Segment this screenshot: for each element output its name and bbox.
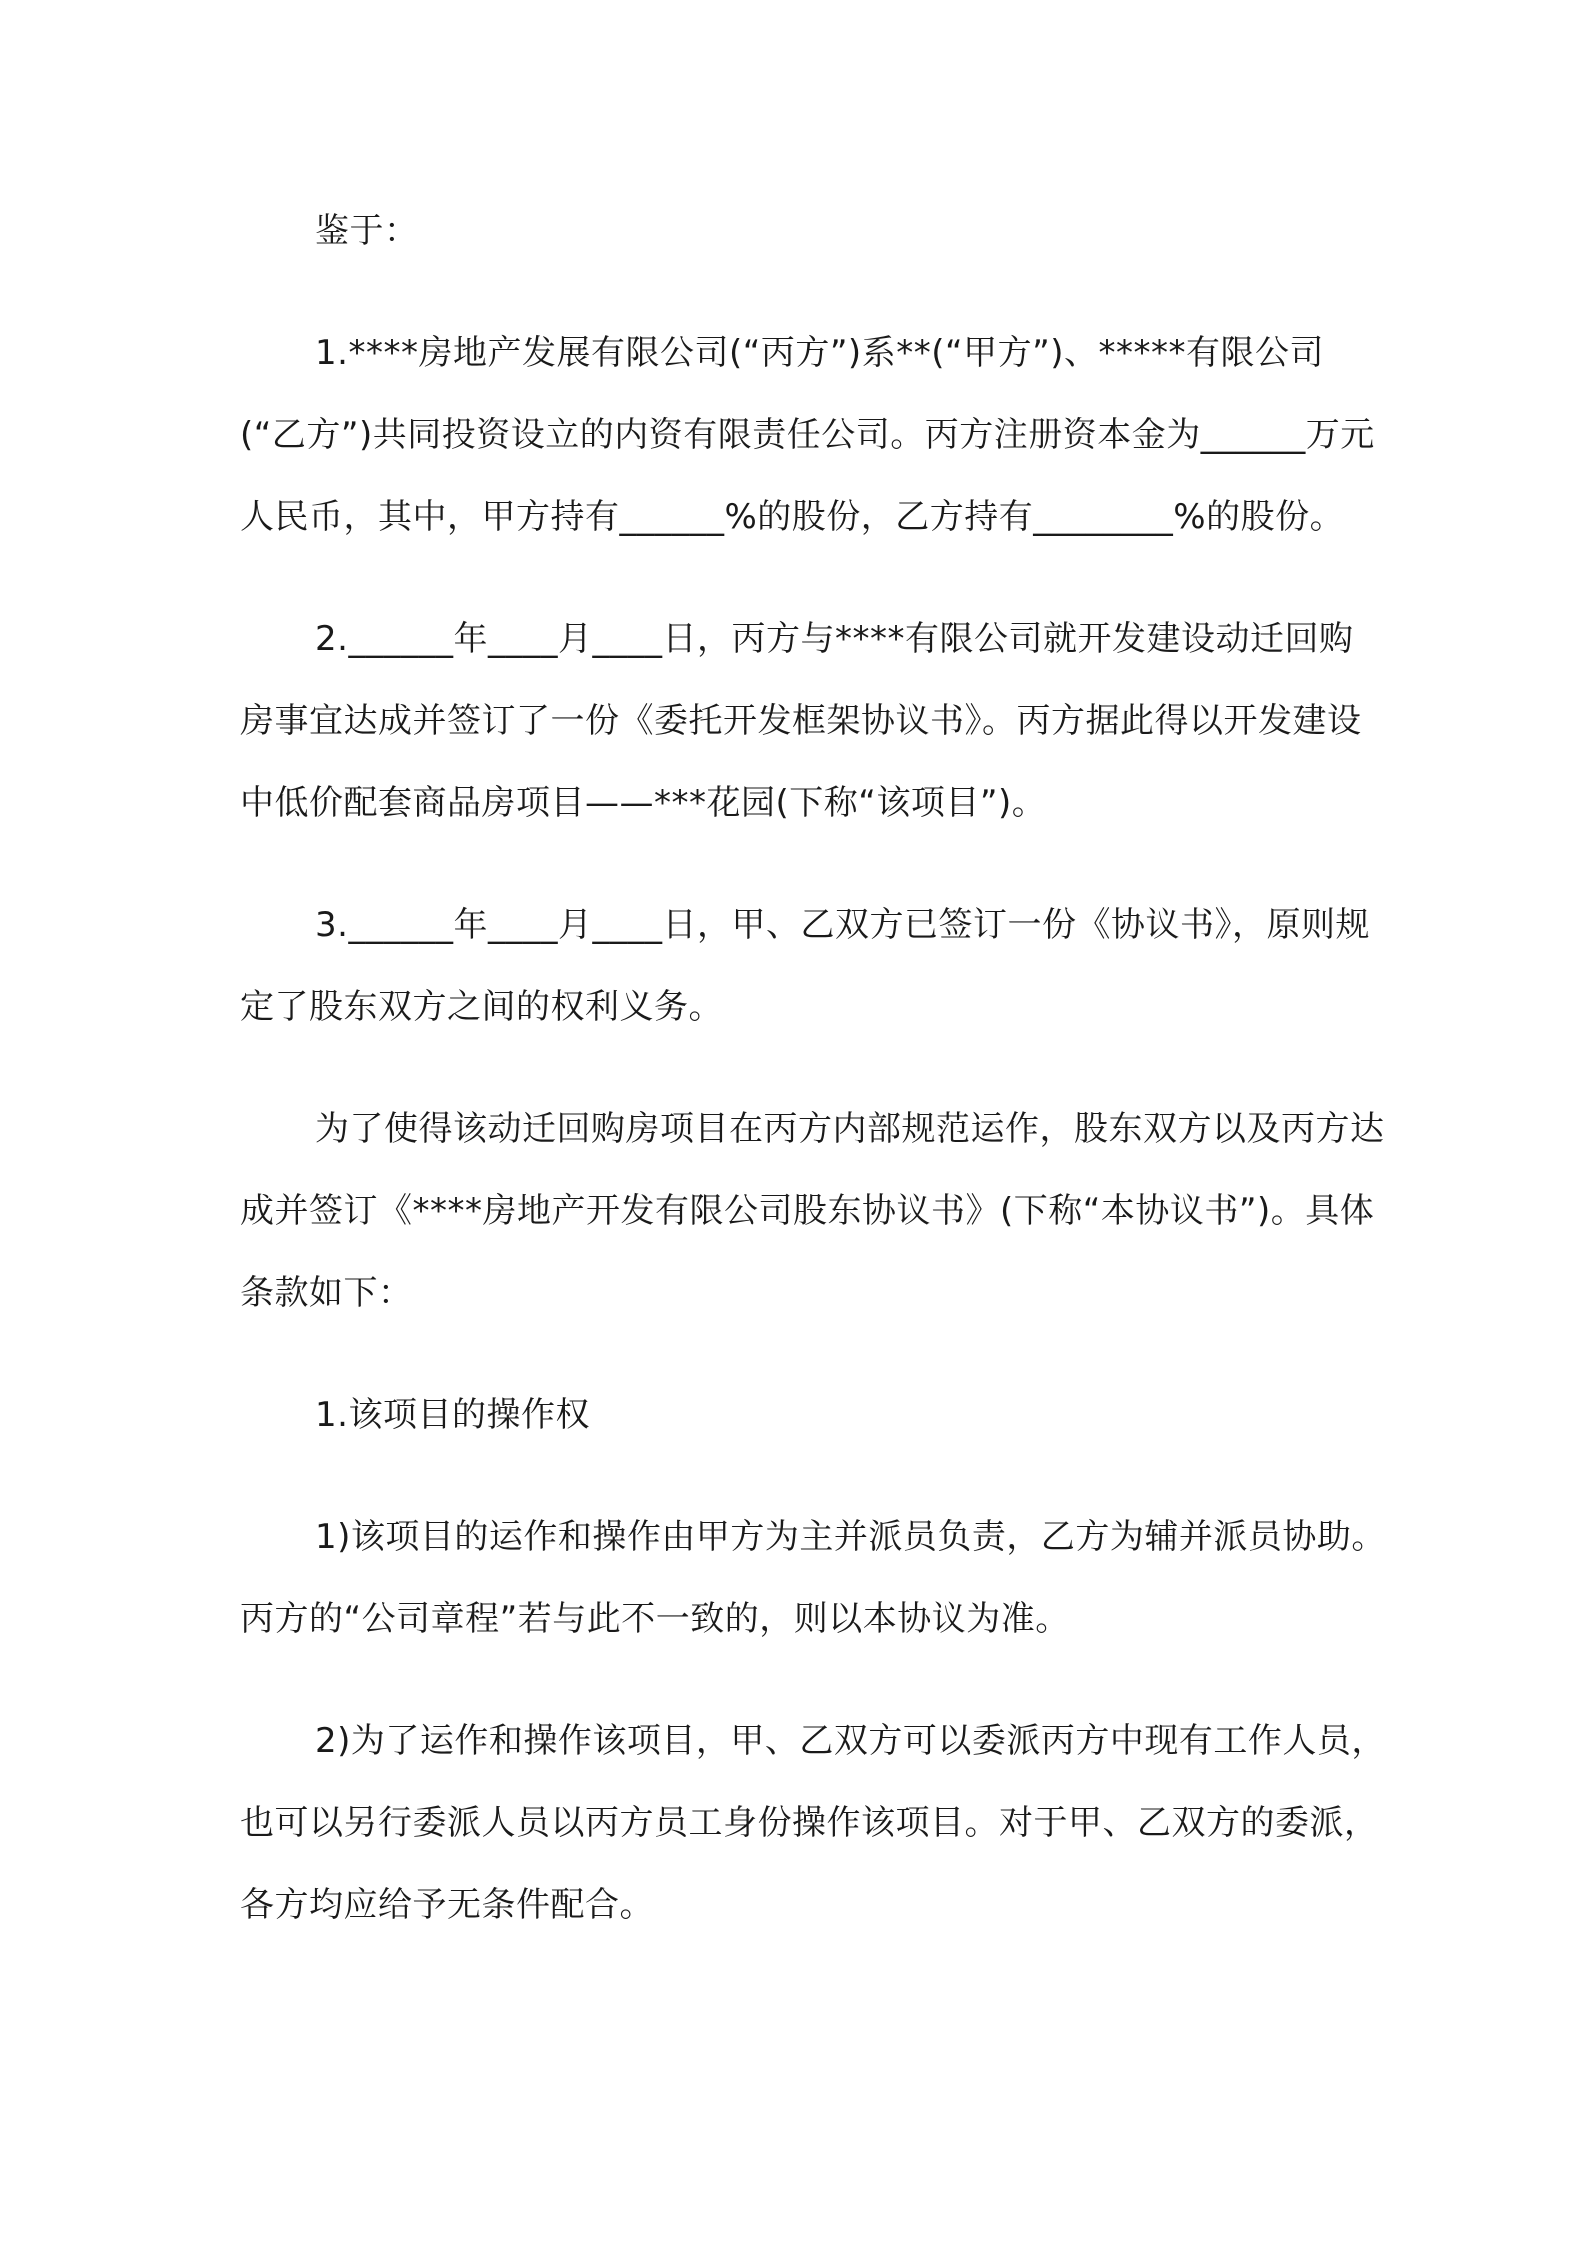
paragraph-recital-1: 1.****房地产发展有限公司(“丙方”)系**(“甲方”)、*****有限公司(“乙方”)共同投资设立的内资有限责任公司。丙方注册资本金为______万元人民币，其中，甲方持有______%的股份，乙方持有________%的股份。 [240,333,1375,537]
paragraph-recital-2: 2.______年____月____日，丙方与****有限公司就开发建设动迁回购房事宜达成并签订了一份《委托开发框架协议书》。丙方据此得以开发建设中低价配套商品房项目——***花园(下称“该项目”)。 [240,619,1362,823]
paragraph-recitals-heading: 鉴于： [315,211,419,251]
clause-1-2: 2)为了运作和操作该项目，甲、乙双方可以委派丙方中现有工作人员，也可以另行委派人员以丙方员工身份操作该项目。对于甲、乙双方的委派，各方均应给予无条件配合。 [240,1721,1386,1925]
section-heading-operation-rights: 1.该项目的操作权 [315,1395,590,1435]
paragraph-purpose: 为了使得该动迁回购房项目在丙方内部规范运作，股东双方以及丙方达成并签订《****房地产开发有限公司股东协议书》(下称“本协议书”)。具体条款如下： [240,1109,1385,1313]
clause-1-1: 1)该项目的运作和操作由甲方为主并派员负责，乙方为辅并派员协助。丙方的“公司章程”若与此不一致的，则以本协议为准。 [240,1517,1386,1639]
paragraph-recital-3: 3.______年____月____日，甲、乙双方已签订一份《协议书》，原则规定了股东双方之间的权利义务。 [240,905,1370,1027]
document-page [240,190,1386,1946]
